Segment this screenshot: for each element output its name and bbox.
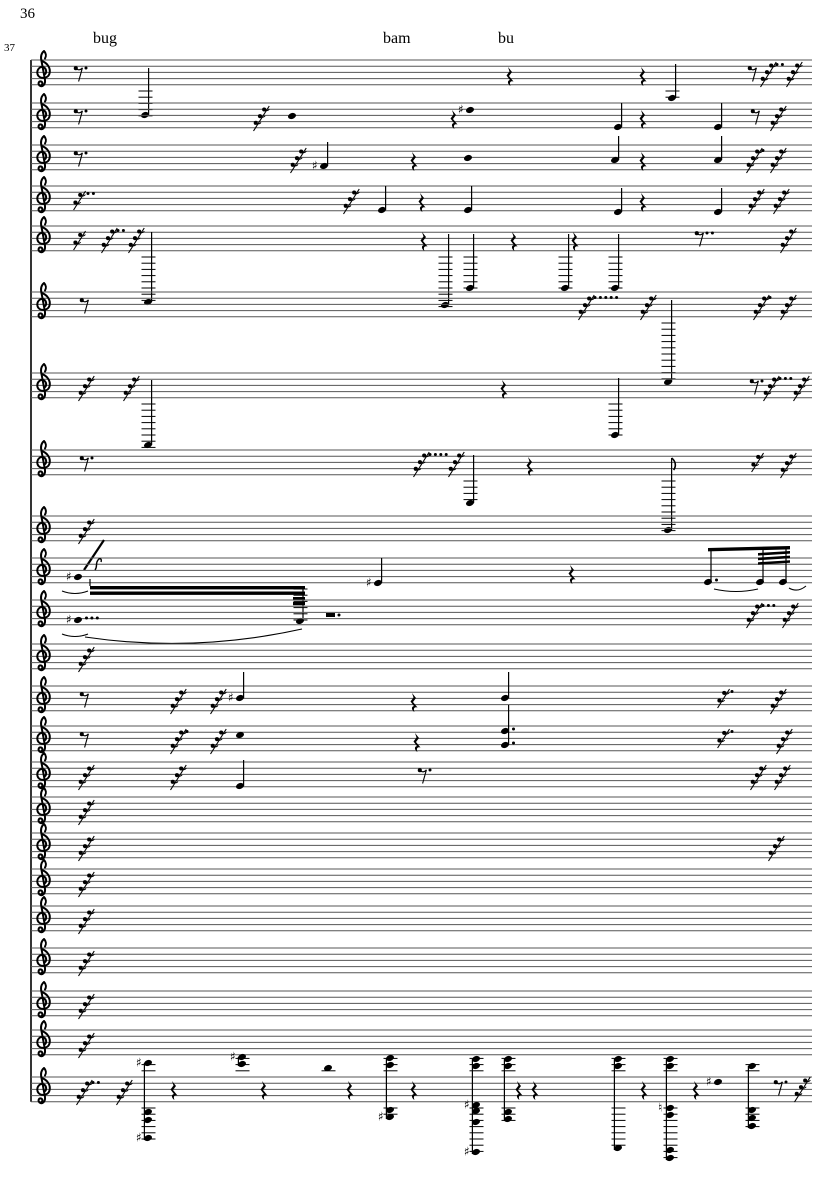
note (287, 112, 297, 120)
rest-or-mark (80, 692, 89, 707)
rest-or-mark (326, 613, 341, 617)
rest-or-mark (640, 67, 647, 86)
rest-or-mark (781, 453, 797, 478)
rest-or-mark (507, 67, 514, 86)
rest-or-mark (794, 376, 810, 401)
rest-or-mark (79, 647, 95, 672)
rest-or-mark (80, 456, 94, 471)
rest-or-mark (73, 231, 85, 250)
rest-or-mark (640, 110, 647, 129)
rest-or-mark (74, 109, 88, 124)
rest-or-mark (79, 909, 95, 934)
rest-or-mark (79, 872, 95, 897)
rest-or-mark (117, 1080, 133, 1105)
svg-text:♯: ♯ (136, 1130, 142, 1145)
rest-or-mark (511, 232, 518, 251)
note (228, 672, 245, 705)
rest-or-mark (80, 298, 89, 313)
rest-or-mark (171, 765, 187, 790)
svg-text:♯: ♯ (706, 1074, 712, 1089)
rest-or-mark (640, 152, 647, 171)
rest-or-mark (774, 1080, 788, 1095)
staff-20 (31, 939, 812, 976)
note (713, 103, 723, 131)
rest-or-mark (73, 191, 95, 210)
note (464, 1055, 484, 1159)
rest-or-mark (777, 729, 793, 754)
rest-or-mark (171, 729, 189, 754)
svg-text:♯: ♯ (458, 102, 464, 117)
rest-or-mark (254, 106, 270, 131)
rest-or-mark (749, 189, 765, 214)
staff-23 (31, 1050, 812, 1163)
note (500, 672, 510, 702)
svg-text:♯: ♯ (366, 575, 372, 590)
rest-or-mark (572, 232, 579, 251)
rest-or-mark (79, 951, 95, 976)
note (662, 458, 676, 534)
note (559, 234, 573, 292)
rest-or-mark (261, 1081, 268, 1100)
rest-or-mark (411, 152, 418, 171)
rest-or-mark (579, 295, 619, 320)
page-number: 36 (20, 6, 35, 22)
note (463, 186, 473, 214)
rest-or-mark (79, 800, 95, 825)
note (66, 570, 83, 584)
rest-or-mark (79, 1033, 95, 1058)
note (235, 760, 245, 790)
rest-or-mark (62, 591, 88, 594)
rest-or-mark (783, 603, 799, 628)
note (230, 1050, 250, 1071)
rest-or-mark (641, 1081, 648, 1100)
rest-or-mark (124, 376, 140, 401)
rest-or-mark (516, 1081, 523, 1100)
staff-3 (31, 136, 812, 173)
rest-or-mark (764, 376, 793, 401)
staff-12 (31, 635, 812, 672)
note (378, 1054, 398, 1124)
note (464, 234, 478, 292)
staff-13 (31, 672, 812, 714)
rest-or-mark (750, 379, 764, 394)
note (377, 186, 387, 214)
rest-or-mark (641, 295, 657, 320)
staff-11 (31, 591, 812, 643)
note (613, 103, 623, 131)
rest-or-mark (771, 689, 787, 714)
note (458, 103, 475, 117)
rest-or-mark (344, 189, 360, 214)
rest-or-mark (451, 110, 458, 129)
note (610, 136, 620, 164)
rest-or-mark (751, 109, 760, 124)
staff-15 (31, 753, 812, 790)
rest-or-mark (754, 295, 772, 320)
svg-text:♯: ♯ (312, 158, 318, 173)
svg-text:♯: ♯ (464, 1144, 470, 1159)
rest-or-mark (771, 106, 787, 131)
note (136, 1056, 156, 1145)
rest-or-mark (79, 994, 95, 1019)
note (713, 136, 723, 164)
rest-or-mark (532, 1081, 539, 1100)
rest-or-mark (640, 193, 647, 212)
rest-or-mark (789, 586, 806, 590)
rest-or-mark (211, 729, 227, 754)
rest-or-mark (714, 589, 758, 592)
svg-text:♯: ♯ (378, 1109, 384, 1124)
note (609, 234, 623, 292)
rest-or-mark (418, 768, 432, 783)
rest-or-mark (771, 148, 787, 173)
rest-or-mark (775, 765, 791, 790)
lyric-syllable: bug (93, 30, 117, 47)
note (666, 64, 680, 102)
rest-or-mark (421, 232, 428, 251)
lyric-syllable: bu (498, 30, 514, 47)
svg-text:♮: ♮ (658, 1100, 663, 1115)
staff-9 (31, 507, 812, 570)
staff-7 (31, 364, 812, 449)
rest-or-mark (419, 193, 426, 212)
rest-or-mark (569, 565, 576, 584)
staff-5 (31, 217, 812, 309)
note (322, 1064, 336, 1072)
note (612, 1055, 626, 1152)
rest-or-mark (501, 380, 508, 399)
rest-or-mark (171, 689, 187, 714)
rest-or-mark (62, 634, 88, 637)
svg-text:♯: ♯ (66, 612, 72, 627)
svg-text:♯: ♯ (66, 569, 72, 584)
note (658, 1055, 678, 1162)
rest-or-mark (84, 540, 104, 570)
rest-or-mark (747, 603, 776, 628)
note (463, 154, 473, 162)
staff-21 (31, 982, 812, 1019)
rest-or-mark (693, 1081, 700, 1100)
rest-or-mark (291, 148, 307, 173)
staff-10 (31, 546, 812, 625)
note (142, 380, 156, 449)
lyric-syllable: bam (383, 30, 411, 47)
rest-or-mark (411, 693, 418, 712)
rest-or-mark (74, 151, 88, 166)
rest-or-mark (80, 732, 89, 747)
rest-or-mark (211, 689, 227, 714)
staff-14 (31, 705, 812, 754)
staff-4 (31, 177, 812, 216)
staff-16 (31, 788, 812, 825)
rest-or-mark (748, 66, 757, 81)
note (500, 705, 515, 749)
rest-or-mark (774, 189, 790, 214)
staff-18 (31, 860, 812, 897)
rest-or-mark (781, 295, 797, 320)
rest-or-mark (77, 1080, 100, 1105)
staff-6 (31, 283, 812, 386)
note (142, 232, 156, 306)
rest-or-mark (758, 551, 790, 565)
rest-or-mark (347, 1081, 354, 1100)
svg-text:♯: ♯ (230, 1049, 236, 1064)
rest-or-mark (74, 66, 88, 81)
note (609, 378, 623, 439)
rest-or-mark (527, 457, 534, 476)
measure-number: 37 (4, 42, 15, 54)
staff-19 (31, 897, 812, 934)
svg-text:♯: ♯ (136, 1055, 142, 1070)
rest-or-mark (411, 1081, 418, 1100)
rest-or-mark (414, 733, 421, 752)
staff-8 (31, 441, 812, 534)
staff-22 (31, 1021, 812, 1058)
rest-or-mark (751, 765, 767, 790)
rest-or-mark (79, 765, 95, 790)
note (366, 558, 383, 590)
rest-or-mark (769, 836, 785, 861)
rest-or-mark (79, 836, 95, 861)
svg-text:♯: ♯ (228, 690, 234, 705)
rest-or-mark (79, 519, 95, 544)
note (139, 68, 153, 119)
rest-or-mark (747, 148, 765, 173)
staff-17 (31, 824, 812, 861)
rest-or-mark (171, 1081, 178, 1100)
rest-or-mark (85, 629, 302, 643)
rest-or-mark (79, 376, 95, 401)
svg-text:♯: ♯ (464, 1097, 470, 1112)
